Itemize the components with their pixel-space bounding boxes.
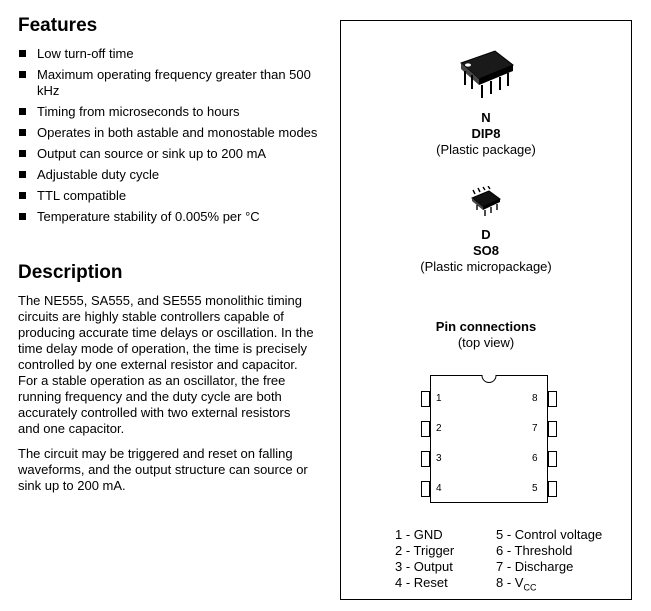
pin-legend-item: 5 - Control voltage	[496, 527, 603, 542]
so-package-letter: D	[481, 227, 491, 242]
bullet-icon	[19, 171, 26, 178]
pin-legend-right	[496, 527, 602, 596]
pin-legend-item: 4 - Reset	[395, 575, 448, 590]
dip-package-letter: N	[481, 110, 491, 125]
feature-item	[18, 46, 318, 62]
pin-number: 4	[436, 483, 442, 494]
pin-legend-item: 1 - GND	[395, 527, 443, 542]
pin-8-lead	[548, 391, 557, 407]
feature-text: Output can source or sink up to 200 mA	[37, 146, 267, 161]
so-package-name: SO8	[472, 243, 499, 258]
dip8-package-icon	[455, 41, 517, 99]
pin-7-lead	[548, 421, 557, 437]
pin-3-lead	[421, 451, 430, 467]
feature-item	[18, 67, 318, 99]
bullet-icon	[19, 50, 26, 57]
features-heading: Features	[18, 15, 98, 36]
description-heading: Description	[18, 262, 123, 283]
description-paragraph-1: The NE555, SA555, and SE555 monolithic timing circuits are highly stable controllers capable of producing accurate time delays or oscillation. In the time delay mode of operation, the time is precisely controlled by one external resistor and capacitor. For a stable operation as an oscillator, the free running frequency and the duty cycle are both accurately controlled with two external resistors and one capacitor.	[18, 293, 314, 436]
bullet-icon	[19, 150, 26, 157]
pin-number: 3	[436, 453, 442, 464]
vcc-subscript: CC	[523, 582, 537, 593]
feature-text: TTL compatible	[37, 188, 127, 203]
feature-item	[18, 146, 318, 162]
pin-legend-item: 7 - Discharge	[496, 559, 574, 574]
ic-body	[430, 375, 548, 503]
dip-package-desc: (Plastic package)	[436, 142, 536, 157]
pin-6-lead	[548, 451, 557, 467]
bullet-icon	[19, 71, 26, 78]
pin-connections-subtitle: (top view)	[457, 335, 515, 350]
pin-legend-left	[395, 527, 454, 591]
package-panel	[340, 20, 632, 600]
pin-number: 2	[436, 423, 442, 434]
so8-package-icon	[469, 186, 503, 218]
bullet-icon	[19, 192, 26, 199]
pin-legend-item: 3 - Output	[395, 559, 453, 574]
feature-text: Temperature stability of 0.005% per °C	[37, 209, 260, 224]
bullet-icon	[19, 213, 26, 220]
pin-legend-item-vcc	[496, 575, 602, 596]
feature-item	[18, 167, 318, 183]
pin-2-lead	[421, 421, 430, 437]
pin-number: 8	[532, 393, 538, 404]
feature-item	[18, 104, 318, 120]
pin-number: 1	[436, 393, 442, 404]
feature-text: Maximum operating frequency greater than 500 kHz	[37, 67, 311, 98]
pin-number: 6	[532, 453, 538, 464]
feature-item	[18, 209, 318, 225]
pin-number: 5	[532, 483, 538, 494]
pin-connections-title: Pin connections	[435, 319, 537, 334]
feature-text: Timing from microseconds to hours	[37, 104, 240, 119]
pin-legend-item: 6 - Threshold	[496, 543, 573, 558]
dip-package-name: DIP8	[471, 126, 501, 141]
feature-text: Adjustable duty cycle	[37, 167, 160, 182]
feature-item	[18, 188, 318, 204]
description-paragraph-2: The circuit may be triggered and reset on falling waveforms, and the output structure can source or sink up to 200 mA.	[18, 446, 308, 493]
pin-legend-item: 2 - Trigger	[395, 543, 455, 558]
pin-4-lead	[421, 481, 430, 497]
features-list	[18, 46, 318, 230]
feature-item	[18, 125, 318, 141]
pinout-diagram	[419, 375, 559, 503]
so-package-desc: (Plastic micropackage)	[420, 259, 552, 274]
pin-1-lead	[421, 391, 430, 407]
bullet-icon	[19, 108, 26, 115]
feature-text: Operates in both astable and monostable modes	[37, 125, 318, 140]
pin-5-lead	[548, 481, 557, 497]
feature-text: Low turn-off time	[37, 46, 134, 61]
vcc-prefix: 8 - V	[496, 575, 524, 590]
bullet-icon	[19, 129, 26, 136]
pin-number: 7	[532, 423, 538, 434]
